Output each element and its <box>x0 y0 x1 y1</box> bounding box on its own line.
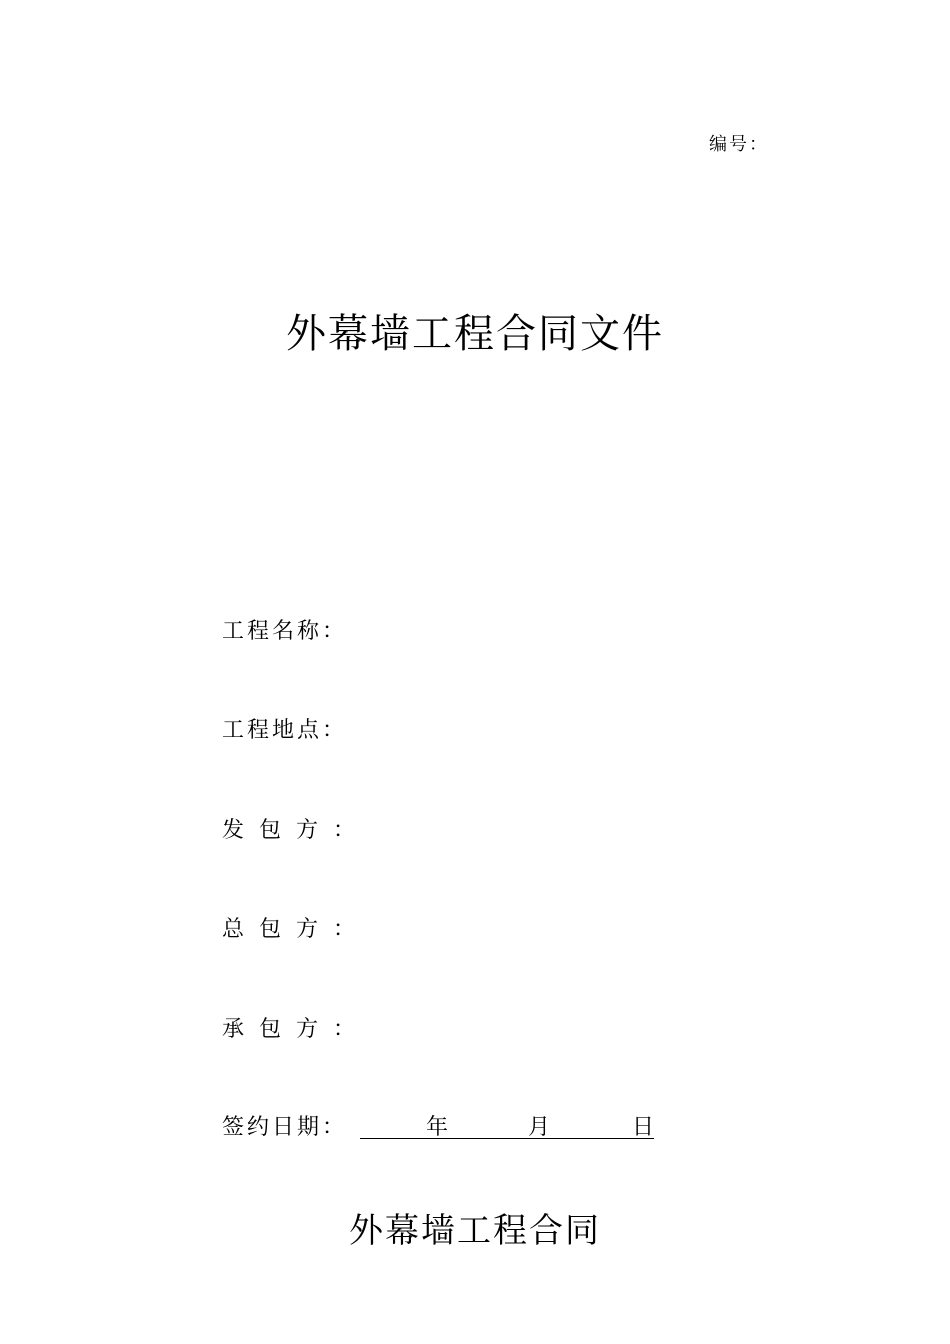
field-label: 发包方： <box>222 818 371 843</box>
field-label: 工程地点： <box>222 718 348 743</box>
field-contractor <box>222 1012 370 1043</box>
contract-subtitle: 外幕墙工程合同 <box>349 1211 601 1251</box>
document-number-label: 编号： <box>709 134 769 155</box>
field-sign-date <box>222 1110 347 1141</box>
field-label: 工程名称： <box>222 619 348 644</box>
date-underline <box>360 1110 654 1139</box>
page-title: 外幕墙工程合同文件 <box>286 311 664 357</box>
date-day-label: 日 <box>632 1115 655 1140</box>
date-month-label: 月 <box>528 1115 551 1140</box>
field-label: 总包方： <box>222 917 371 942</box>
field-project-name <box>222 614 347 645</box>
field-general-contractor <box>222 912 370 943</box>
date-year-label: 年 <box>426 1115 449 1140</box>
field-client <box>222 813 370 844</box>
field-label: 承包方： <box>222 1017 371 1042</box>
field-project-location <box>222 713 347 744</box>
field-label: 签约日期： <box>222 1115 348 1140</box>
